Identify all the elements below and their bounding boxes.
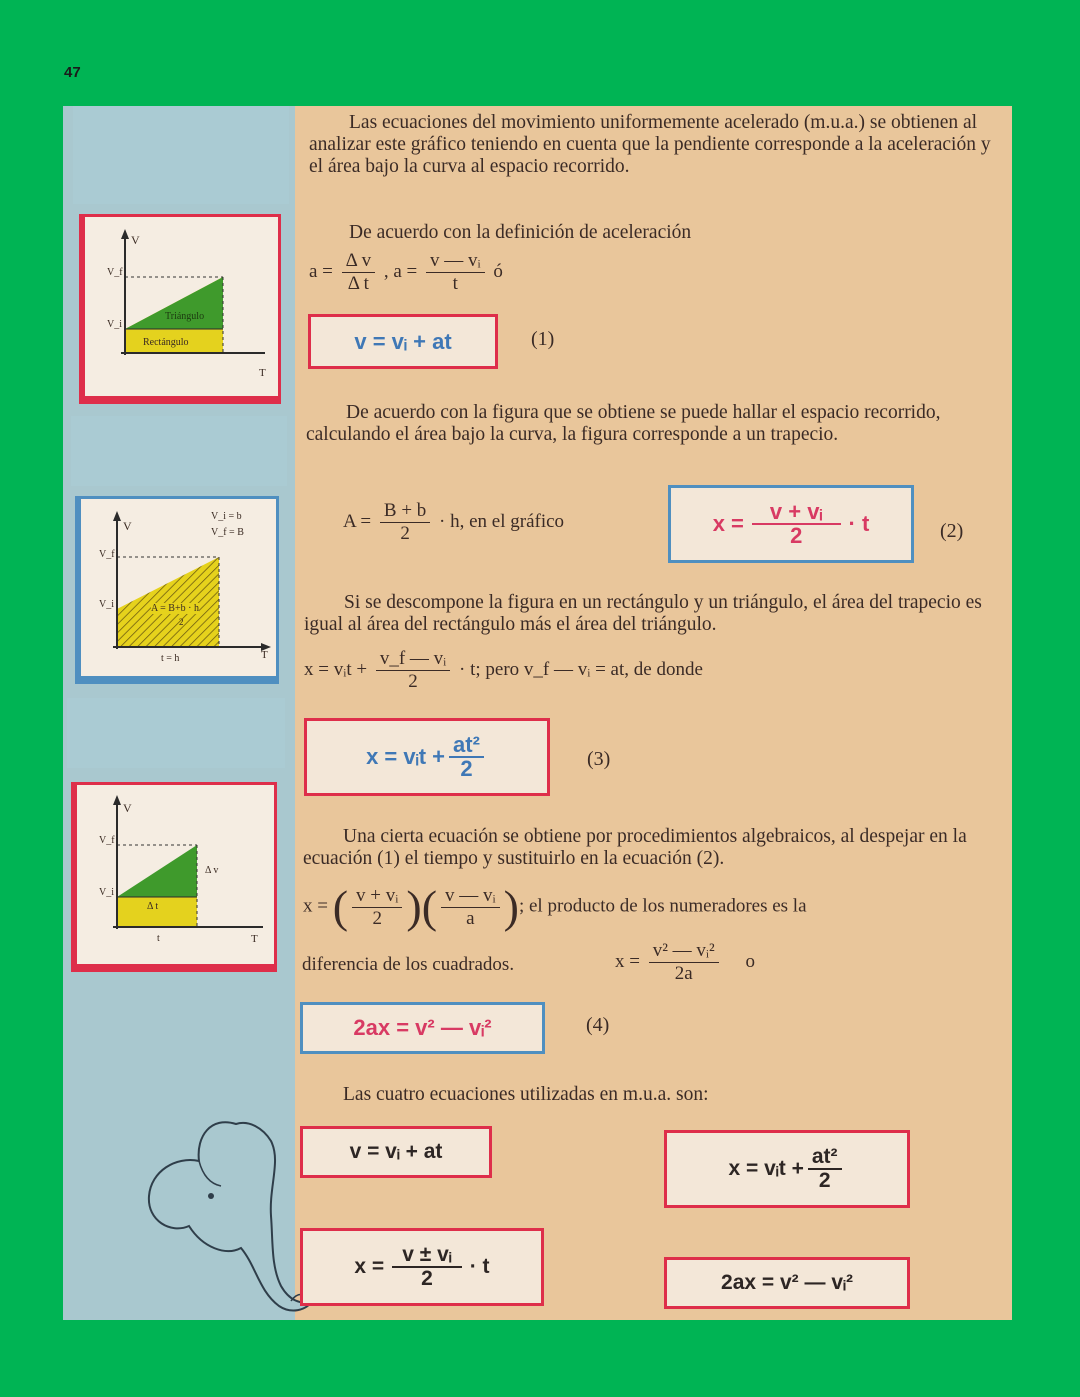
fraction-numerator: v ± vᵢ — [392, 1244, 462, 1268]
open-paren: ( — [421, 881, 438, 932]
a-equals-2: , a = — [383, 260, 418, 282]
formula-lhs: x = vᵢt + — [304, 658, 368, 680]
fraction-numerator: v — vᵢ — [441, 885, 500, 908]
formula-lhs: x = — [615, 950, 640, 972]
close-paren: ) — [503, 881, 519, 932]
paragraph-decomposition: Si se descompone la figura en un rectángulo y un triángulo, el área del trapecio es igual al área del rectángulo más el área del triángulo. — [304, 592, 982, 635]
summary-equation-4-box — [664, 1257, 910, 1309]
equation-1-number: (1) — [531, 328, 555, 350]
paragraph-substitution: Una cierta ecuación se obtiene por procedimientos algebraicos, al despejar en la ecuación (1) el tiempo y sustituirlo en la ecuación (2). — [303, 826, 967, 869]
decomposition-formula — [304, 648, 703, 693]
paragraph-intro: Las ecuaciones del movimiento uniformemente acelerado (m.u.a.) se obtienen al analizar este gráfico teniendo en cuenta que la pendiente corresponde a la aceleración y el área bajo la curva al espacio recorrido. — [309, 112, 991, 177]
trapezoid-area-formula — [343, 500, 564, 545]
delta-t-label: Δ t — [147, 901, 159, 912]
summary-equation-3-tail: · t — [469, 1255, 490, 1278]
substitution-formula — [303, 881, 807, 932]
fraction-denominator: Δ t — [347, 273, 369, 294]
equation-3-number: (3) — [587, 748, 611, 770]
equation-2-box — [668, 485, 914, 563]
summary-equation-1-box — [300, 1126, 492, 1178]
triangle-label: Triángulo — [165, 311, 205, 322]
fraction-denominator: 2 — [818, 1169, 831, 1192]
paragraph-summary: Las cuatro ecuaciones utilizadas en m.u.a. son: — [343, 1084, 709, 1105]
axis-label-t: T — [261, 649, 268, 661]
open-paren: ( — [332, 881, 349, 932]
or-word: ó — [493, 260, 503, 282]
fraction-numerator: v + vᵢ — [352, 885, 402, 908]
textbook-page — [63, 106, 1012, 1320]
label-vf: V_f — [99, 835, 115, 846]
figure-graph-2 — [75, 496, 279, 684]
rectangle-label: Rectángulo — [143, 337, 189, 348]
fraction-numerator: v_f — vᵢ — [376, 648, 450, 671]
sidebar-band — [71, 416, 287, 486]
summary-equation-3-box — [300, 1228, 544, 1306]
elephant-drawing — [141, 1116, 321, 1320]
fraction-denominator: t — [452, 273, 458, 294]
summary-equation-3-lhs: x = — [354, 1255, 385, 1278]
velocity-squared-formula — [615, 940, 755, 985]
figure-graph-3 — [71, 782, 277, 972]
delta-v-label: Δ v — [205, 865, 219, 876]
a-equals: a = — [309, 260, 333, 282]
label-vi-b: V_i = b — [211, 511, 242, 522]
fraction-denominator: 2 — [408, 671, 418, 692]
summary-equation-2-box — [664, 1130, 910, 1208]
fraction-numerator: v + vᵢ — [752, 501, 841, 525]
label-vi: V_i — [99, 887, 114, 898]
paragraph-acceleration-def: De acuerdo con la definición de aceleración — [349, 222, 692, 243]
fraction-denominator: 2a — [674, 963, 693, 984]
equation-3-box — [304, 718, 550, 796]
figure-graph-1 — [79, 214, 281, 404]
fraction-numerator: v² — vᵢ² — [649, 940, 719, 963]
axis-label-v: V — [123, 519, 132, 533]
area-equals: A = — [343, 510, 372, 532]
equation-2-number: (2) — [940, 520, 964, 542]
axis-label-v: V — [123, 801, 132, 815]
formula-tail: ; el producto de los numeradores es la — [518, 895, 807, 917]
page-number: 47 — [64, 64, 81, 81]
close-paren: ) — [406, 881, 422, 932]
area-denominator: 2 — [179, 617, 184, 627]
fraction-numerator: at² — [808, 1146, 842, 1170]
equation-3-lhs: x = vᵢt + — [366, 744, 446, 769]
equation-4: 2ax = v² — vᵢ² — [353, 1015, 492, 1040]
equation-1-box — [308, 314, 498, 369]
area-formula: A = B+b · h — [151, 603, 199, 614]
equation-4-number: (4) — [586, 1014, 610, 1036]
fraction-denominator: 2 — [421, 1267, 433, 1290]
velocity-time-graph-3 — [77, 785, 273, 961]
label-t-h: t = h — [161, 653, 180, 664]
summary-equation-2-lhs: x = vᵢt + — [728, 1157, 804, 1180]
or-word: o — [745, 950, 755, 972]
equation-2-lhs: x = — [712, 511, 744, 536]
fraction-numerator: at² — [449, 734, 484, 758]
equation-2-tail: · t — [848, 511, 870, 536]
label-vi: V_i — [107, 319, 122, 330]
fraction-numerator: Δ v — [342, 250, 375, 273]
fraction-denominator: 2 — [400, 523, 410, 544]
summary-equation-4: 2ax = v² — vᵢ² — [721, 1271, 853, 1294]
formula-lhs: x = — [303, 895, 328, 917]
equation-4-box — [300, 1002, 545, 1054]
fraction-numerator: v — vᵢ — [426, 250, 485, 273]
label-vf: V_f — [99, 549, 115, 560]
axis-label-t: T — [259, 367, 266, 379]
equation-1: v = vᵢ + at — [354, 328, 452, 354]
velocity-time-graph-2 — [81, 499, 277, 675]
paragraph-difference: diferencia de los cuadrados. — [302, 954, 515, 975]
fraction-denominator: 2 — [372, 907, 382, 929]
acceleration-formula — [309, 250, 503, 295]
fraction-denominator: 2 — [460, 756, 473, 781]
sidebar-band — [73, 106, 289, 204]
velocity-time-graph-1 — [85, 217, 275, 397]
summary-equation-1: v = vᵢ + at — [349, 1140, 443, 1163]
fraction-numerator: B + b — [380, 500, 430, 523]
label-vf: V_f — [107, 267, 123, 278]
fraction-denominator: a — [466, 907, 475, 929]
t-label: t — [157, 933, 160, 944]
label-vi: V_i — [99, 599, 114, 610]
sidebar-band — [67, 698, 285, 768]
axis-label-t: T — [251, 933, 258, 945]
formula-tail: · h, en el gráfico — [439, 510, 565, 532]
formula-tail: · t; pero v_f — vᵢ = at, de donde — [459, 658, 703, 680]
paragraph-trapezoid: De acuerdo con la figura que se obtiene se puede hallar el espacio recorrido, calculando el área bajo la curva, la figura corresponde a un trapecio. — [306, 402, 941, 445]
label-vf-B: V_f = B — [211, 527, 244, 538]
axis-label-v: V — [131, 233, 140, 247]
fraction-denominator: 2 — [790, 523, 803, 548]
